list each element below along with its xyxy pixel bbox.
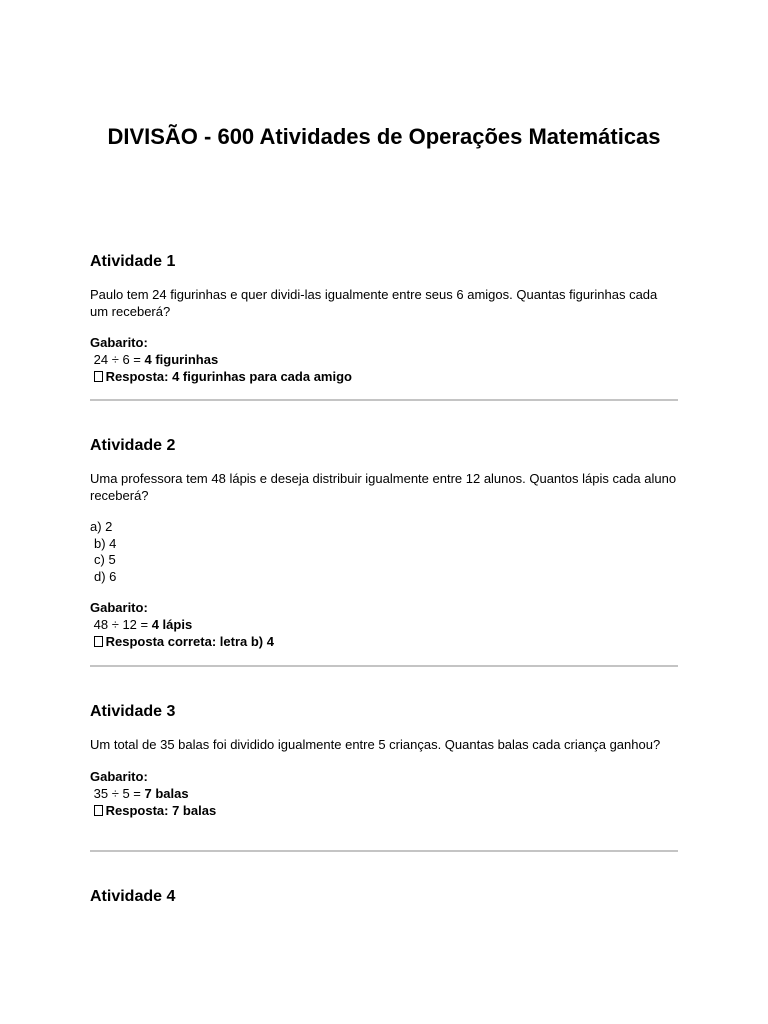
answer-text: Resposta: 7 balas bbox=[105, 802, 217, 818]
section-divider bbox=[90, 399, 678, 401]
section-divider bbox=[90, 665, 678, 667]
activity-1 bbox=[90, 252, 678, 385]
answer-options bbox=[90, 519, 678, 585]
calc-expression: 48 ÷ 12 = bbox=[93, 617, 152, 632]
checkbox-glyph-icon bbox=[94, 805, 103, 816]
document-title: DIVISÃO - 600 Atividades de Operações Matemáticas bbox=[107, 124, 661, 149]
option-a: a) 2 bbox=[90, 519, 113, 534]
answer-text: Resposta correta: letra b) 4 bbox=[105, 634, 274, 649]
option-b: b) 4 bbox=[94, 535, 117, 551]
activity-4 bbox=[90, 887, 678, 907]
activity-heading: Atividade 4 bbox=[90, 888, 176, 905]
gabarito-label: Gabarito: bbox=[90, 335, 148, 350]
calc-expression: 35 ÷ 5 = bbox=[93, 785, 145, 801]
activity-2 bbox=[90, 436, 678, 650]
gabarito-answer bbox=[90, 633, 678, 650]
activity-question: Um total de 35 balas foi dividido igualmente entre 5 crianças. Quantas balas cada criança ganhou? bbox=[90, 737, 661, 752]
option-c: c) 5 bbox=[94, 552, 116, 567]
activity-heading: Atividade 3 bbox=[90, 703, 176, 720]
activity-heading: Atividade 2 bbox=[90, 437, 176, 454]
checkbox-glyph-icon bbox=[94, 371, 103, 382]
calc-result: 4 figurinhas bbox=[144, 352, 219, 367]
gabarito-block bbox=[90, 334, 678, 385]
gabarito-block bbox=[90, 768, 678, 819]
activity-heading: Atividade 1 bbox=[90, 253, 176, 270]
calc-result: 7 balas bbox=[144, 785, 189, 801]
gabarito-calculation bbox=[90, 785, 678, 802]
checkbox-glyph-icon bbox=[94, 636, 103, 647]
gabarito-answer bbox=[90, 802, 678, 819]
section-divider bbox=[90, 850, 678, 852]
activity-question: Uma professora tem 48 lápis e deseja distribuir igualmente entre 12 alunos. Quantos lápis cada aluno receberá? bbox=[90, 471, 677, 503]
answer-text: Resposta: 4 figurinhas para cada amigo bbox=[105, 369, 352, 384]
activity-3 bbox=[90, 702, 678, 819]
gabarito-label: Gabarito: bbox=[90, 600, 148, 615]
option-d: d) 6 bbox=[94, 568, 117, 584]
gabarito-block bbox=[90, 599, 678, 650]
gabarito-calculation bbox=[90, 351, 678, 368]
calc-result: 4 lápis bbox=[151, 617, 193, 632]
gabarito-label: Gabarito: bbox=[90, 768, 148, 784]
gabarito-calculation bbox=[90, 616, 678, 633]
gabarito-answer bbox=[90, 368, 678, 385]
activity-question: Paulo tem 24 figurinhas e quer dividi-las igualmente entre seus 6 amigos. Quantas figurinhas cada um receberá? bbox=[90, 287, 658, 319]
calc-expression: 24 ÷ 6 = bbox=[93, 352, 145, 367]
